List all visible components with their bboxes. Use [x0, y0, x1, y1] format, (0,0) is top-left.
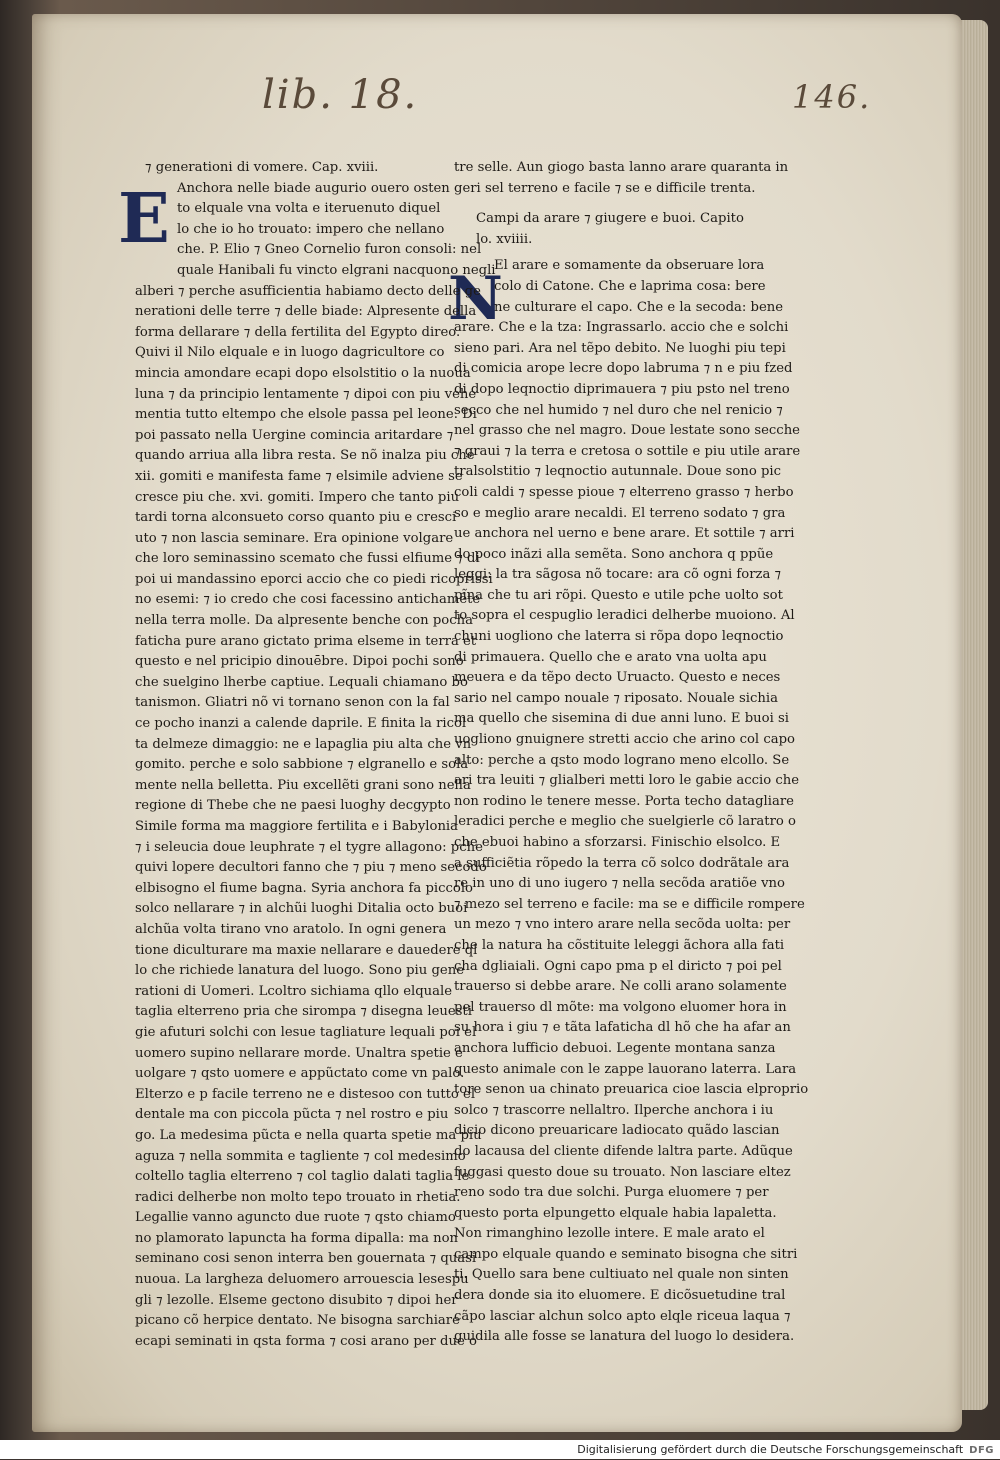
text-line: campo elquale quando e seminato bisogna che sitri: [454, 1246, 798, 1262]
text-line: sieno pari. Ara nel tẽpo debito. Ne luoghi piu tepi: [454, 340, 786, 356]
text-line: tre selle. Aun giogo basta lanno arare quaranta in: [454, 160, 789, 175]
text-line: uto ⁊ non lascia seminare. Era opinione volgare: [135, 530, 454, 546]
text-line: guidila alle fosse se lanatura del luogo lo desidera.: [454, 1329, 795, 1345]
text-line: quale Hanibali fu vincto elgrani nacquono negli: [177, 262, 496, 278]
chapter-heading-left: ⁊ generationi di vomere. Cap. xviii.: [145, 160, 379, 175]
text-line: nerationi delle terre ⁊ delle biade: Alpresente della: [135, 304, 477, 320]
text-line: elbisogno el fiume bagna. Syria anchora fa piccolo: [135, 880, 474, 896]
text-line: colo di Catone. Che e laprima cosa: bere: [494, 278, 766, 294]
text-line: do lacausa del cliente difende laltra parte. Adũque: [454, 1143, 793, 1159]
text-line: coli caldi ⁊ spesse pioue ⁊ elterreno grasso ⁊ herbo: [454, 484, 794, 500]
text-line: geri sel terreno e facile ⁊ se e difficile trenta.: [454, 180, 756, 196]
text-line: cresce piu che. xvi. gomiti. Impero che tanto piu: [135, 489, 460, 505]
text-line: quivi lopere decultori fanno che ⁊ piu ⁊ meno secodo: [135, 860, 487, 876]
text-line: no esemi: ⁊ io credo che cosi facessino antichamẽte: [135, 592, 481, 608]
text-line: reno sodo tra due solchi. Purga eluomere ⁊ per: [454, 1185, 769, 1201]
text-line: ue anchora nel uerno e bene arare. Et sottile ⁊ arri: [454, 526, 795, 542]
text-line: che loro seminassino scemato che fussi elfiume ⁊ di: [135, 551, 480, 567]
text-line: solco nellarare ⁊ in alchũi luoghi Ditalia octo buoi: [135, 901, 468, 917]
text-line: Anchora nelle biade augurio ouero osten: [177, 180, 450, 196]
text-line: alberi ⁊ perche asufficientia habiamo decto delle ge: [135, 283, 481, 299]
text-line: ti. Quello sara bene cultiuato nel quale non sinten: [454, 1267, 789, 1283]
text-line: ⁊ mezo sel terreno e facile: ma se e difficile rompere: [454, 896, 805, 912]
text-line: forma dellarare ⁊ della fertilita del Egypto direo.: [135, 324, 461, 340]
text-line: che la natura ha cõstituite leleggi ãchora alla fati: [454, 937, 785, 953]
text-line: no plamorato lapuncta ha forma dipalla: ma non: [135, 1230, 459, 1246]
text-line: questo e nel pricipio dinouēbre. Dipoi pochi sono: [135, 654, 464, 670]
text-line: tore senon ua chinato preuarica cioe lascia elproprio: [454, 1082, 809, 1098]
text-line: Non rimanghino lezolle intere. E male arato el: [454, 1226, 765, 1242]
text-line: aguza ⁊ nella sommita e tagliente ⁊ col medesimo: [135, 1148, 466, 1164]
text-line: nel grasso che nel magro. Doue lestate sono secche: [454, 423, 800, 439]
text-line: leradici perche e meglio che suelgierle cõ laratro o: [454, 814, 796, 830]
text-line: meuera e da tẽpo decto Uruacto. Questo e neces: [454, 670, 781, 686]
footer-bar: [0, 1440, 1000, 1459]
text-line: gomito. perche e solo sabbione ⁊ elgranello e sola: [135, 757, 469, 773]
text-line: tardi torna alconsueto corso quanto piu e cresci: [135, 510, 457, 526]
text-line: quando arriua alla libra resta. Se nõ inalza piu che: [135, 448, 475, 464]
text-line: coltello taglia elterreno ⁊ col taglio dalati taglia le: [135, 1169, 470, 1185]
heading-line: lo. xviiii.: [476, 231, 533, 247]
text-line: questo animale con le zappe lauorano laterra. Lara: [454, 1061, 797, 1077]
text-line: di primauera. Quello che e arato vna uolta apu: [454, 649, 767, 665]
text-line: mentia tutto eltempo che elsole passa pel leone. Di: [135, 407, 477, 423]
text-line: do poco inãzi alla semẽta. Sono anchora q ppũe: [454, 546, 774, 562]
text-line: luna ⁊ da principio lentamente ⁊ dipoi con piu vehe: [135, 386, 477, 402]
text-line: uolgare ⁊ qsto uomere e appũctato come vn palo.: [135, 1066, 465, 1082]
text-line: xii. gomiti e manifesta fame ⁊ elsimile adviene se: [135, 468, 463, 484]
drop-cap-left: E: [118, 179, 170, 259]
text-line: ne culturare el capo. Che e la secoda: bene: [494, 299, 784, 315]
text-line: Elterzo e p facile terreno ne e distesoo con tutto el: [135, 1086, 476, 1102]
right-column-text: [454, 256, 809, 1347]
text-line: Legallie vanno aguncto due ruote ⁊ qsto chiamo: [135, 1210, 456, 1226]
text-line: alchũa volta tirano vno aratolo. In ogni genera: [135, 921, 447, 937]
left-column: [135, 158, 496, 1352]
text-line: seminano cosi senon interra ben gouernata ⁊ quasi: [135, 1251, 477, 1267]
text-line: nella terra molle. Da alpresente benche con pocha: [135, 613, 473, 629]
text-line: Quivi il Nilo elquale e in luogo dagricultore co: [135, 345, 445, 361]
drop-cap-right: N: [448, 264, 503, 334]
text-line: che ebuoi habino a sforzarsi. Finischio elsolco. E: [454, 835, 781, 850]
text-line: picano cõ herpice dentato. Ne bisogna sarchiare: [135, 1313, 460, 1329]
text-line: gie afuturi solchi con lesue tagliature lequali poi el: [135, 1024, 477, 1040]
text-line: radici delherbe non molto tepo trouato in rhetia.: [135, 1189, 461, 1205]
text-line: leggi: la tra sãgosa nõ tocare: ara cõ ogni forza ⁊: [454, 567, 782, 583]
text-line: sario nel campo nouale ⁊ riposato. Nouale sichia: [454, 690, 778, 706]
text-line: poi passato nella Uergine comincia aritardare ⁊: [135, 427, 454, 443]
text-line: Simile forma ma maggiore fertilita e i Babylonia: [135, 819, 459, 834]
text-line: dera donde sia ito eluomere. E dicõsuetudine tral: [454, 1288, 786, 1304]
text-line: che. P. Elio ⁊ Gneo Cornelio furon consoli: nel: [177, 242, 482, 258]
text-line: di comicia arope lecre dopo labruma ⁊ n e piu fzed: [454, 361, 793, 377]
text-line: nuoua. La largheza deluomero arrouescia lesespu: [135, 1272, 469, 1288]
text-line: pĩna che tu ari rõpi. Questo e utile pche uolto sot: [454, 587, 783, 603]
text-line: pel trauerso dl mõte: ma volgono eluomer hora in: [454, 999, 787, 1015]
text-line: uomero supino nellarare morde. Unaltra spetie e: [135, 1045, 463, 1061]
text-line: ce pocho inanzi a calende daprile. E finita la ricol: [135, 716, 467, 732]
text-line: regione di Thebe che ne paesi luoghy decgypto: [135, 798, 451, 814]
text-line: lo che io ho trouato: impero che nellano: [177, 221, 445, 237]
text-line: dicio dicono preuaricare ladiocato quãdo lascian: [454, 1123, 780, 1139]
text-line: un mezo ⁊ vno intero arare nella secõda uolta: per: [454, 917, 791, 933]
text-line: El arare e somamente da obseruare lora: [494, 258, 765, 274]
text-line: chuni uogliono che laterra si rõpa dopo leqnoctio: [454, 629, 784, 645]
text-line: ⁊ i seleucia doue leuphrate ⁊ el tygre allagono: pche: [135, 839, 483, 855]
text-line: ta delmeze dimaggio: ne e lapaglia piu alta che vn: [135, 736, 472, 752]
text-line: ari tra leuiti ⁊ glialberi metti loro le gabie accio che: [454, 773, 800, 789]
marginal-note-left: lib. 18.: [262, 72, 419, 118]
text-line: non rodino le tenere messe. Porta techo datagliare: [454, 793, 794, 809]
text-line: su hora i giu ⁊ e tãta lafaticha dl hõ che ha afar an: [454, 1020, 791, 1036]
marginal-note-right: 146.: [792, 78, 872, 116]
right-column-top-text: [454, 158, 789, 199]
text-line: di dopo leqnoctio diprimauera ⁊ piu psto nel treno: [454, 381, 790, 397]
text-line: taglia elterreno pria che sirompa ⁊ disegna leuesti: [135, 1004, 472, 1020]
text-line: ecapi seminati in qsta forma ⁊ cosi arano per due o: [135, 1333, 477, 1349]
text-line: tanismon. Gliatri nõ vi tornano senon con la fal: [135, 695, 450, 711]
text-line: questo porta elpungetto elquale habia lapaletta.: [454, 1205, 777, 1221]
chapter-heading-right: [454, 209, 744, 250]
text-line: alto: perche a qsto modo lograno meno elcollo. Se: [454, 752, 790, 768]
text-line: ⁊ graui ⁊ la terra e cretosa o sottile e piu utile arare: [454, 443, 801, 459]
text-line: solco ⁊ trascorre nellaltro. Ilperche anchora i iu: [454, 1102, 774, 1118]
text-line: to sopra el cespuglio leradici delherbe muoiono. Al: [454, 608, 795, 624]
text-line: faticha pure arano gictato prima elseme in terra et: [135, 633, 477, 649]
right-column: [454, 158, 809, 1348]
text-line: tralsolstitio ⁊ leqnoctio autunnale. Doue sono pic: [454, 464, 782, 480]
text-line: uogliono gnuignere stretti accio che arino col capo: [454, 732, 795, 748]
text-line: tione diculturare ma maxie nellarare e dauedere ql: [135, 942, 478, 958]
dfg-logo: DFG: [969, 1445, 994, 1456]
text-line: gli ⁊ lezolle. Elseme gectono disubito ⁊ dipoi her: [135, 1292, 458, 1308]
page-edge: [958, 20, 988, 1410]
text-line: secco che nel humido ⁊ nel duro che nel renicio ⁊: [454, 402, 783, 418]
text-line: mente nella belletta. Piu excellẽti grani sono nella: [135, 777, 471, 793]
text-line: fuggasi questo doue su trouato. Non lasciare eltez: [454, 1164, 791, 1180]
left-column-text: [135, 179, 496, 1353]
text-line: che suelgino lherbe captiue. Lequali chiamano bo: [135, 674, 468, 690]
text-line: so e meglio arare necaldi. El terreno sodato ⁊ gra: [454, 505, 786, 521]
text-line: cãpo lasciar alchun solco apto elqle riceua laqua ⁊: [454, 1308, 791, 1324]
text-line: arare. Che e la tza: Ingrassarlo. accio che e solchi: [454, 320, 789, 336]
text-line: ma quello che sisemina di due anni luno. E buoi si: [454, 711, 789, 727]
heading-line: Campi da arare ⁊ giugere e buoi. Capito: [476, 211, 744, 227]
text-line: anchora lufficio debuoi. Legente montana sanza: [454, 1040, 776, 1056]
text-line: trauerso si debbe arare. Ne colli arano solamente: [454, 979, 787, 995]
text-line: go. La medesima pũcta e nella quarta spetie ma piu: [135, 1127, 482, 1143]
footer-credit: Digitalisierung gefördert durch die Deutsche Forschungsgemeinschaft: [577, 1443, 964, 1456]
text-line: cha dgliaiali. Ogni capo pma p el diricto ⁊ poi pel: [454, 958, 782, 974]
text-line: lo che richiede lanatura del luogo. Sono piu gene: [135, 963, 464, 979]
text-line: a sufficiẽtia rõpedo la terra cõ solco dodrãtale ara: [454, 855, 790, 871]
text-line: to elquale vna volta e iteruenuto diquel: [177, 201, 441, 217]
text-line: mincia amondare ecapi dopo elsolstitio o la nuoua: [135, 365, 471, 381]
text-line: dentale ma con piccola pũcta ⁊ nel rostro e piu: [135, 1107, 449, 1123]
text-line: rationi di Uomeri. Lcoltro sichiama qllo elquale: [135, 983, 453, 999]
text-line: poi ui mandassino eporci accio che co piedi ricoprissi: [135, 571, 493, 587]
text-line: re in uno di uno iugero ⁊ nella secõda aratiõe vno: [454, 876, 785, 892]
